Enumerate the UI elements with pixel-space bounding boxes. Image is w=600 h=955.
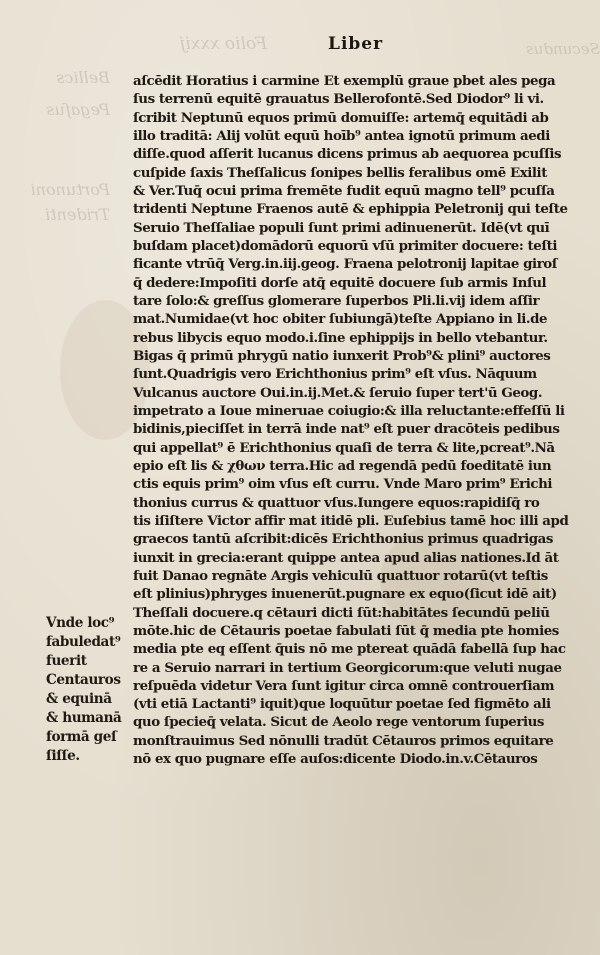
text-line: Bigas q̄ primū phrygū natio iunxerit Prob⁹& plini⁹ auctores (133, 347, 551, 364)
text-line: diſſe.quod aſſerit lucanus dicens primus ab aequorea pcuſſis (133, 146, 562, 163)
text-line: tridenti Neptune Fraenos autē & ephippia Peletronij qui teſte (133, 201, 568, 218)
text-line: Theſſali docuere.q cētauri dicti ſūt:habitātes ſecundū peliū (133, 604, 550, 621)
text-line: ſus terrenū equitē grauatus Bellerofontē.Sed Diodor⁹ li vi. (133, 91, 544, 108)
text-line: reſpuēda videtur Vera ſunt igitur circa omnē controuerſiam (133, 677, 555, 694)
marginal-note-line: & equinā (46, 691, 112, 707)
text-line: mōte.hic de Cētauris poetae fabulati ſūt q̄ media pte homies (133, 622, 559, 639)
marginal-note-line: fuerit (46, 653, 87, 669)
text-line: graecos tantū aſcribit:dicēs Erichthonius primus quadrigas (133, 531, 553, 548)
marginal-note-line: Vnde loc⁹ (46, 615, 115, 631)
text-line: rebus libycis equo modo.i.ſine ephippijs in bello vtebantur. (133, 329, 548, 346)
text-line: ficante vtrūq̄ Verg.in.iij.geog. Fraena pelotronij lapitae giroſ (133, 256, 558, 273)
show-through-top: Folio xxxij (180, 34, 268, 54)
text-line: aſcēdit Horatius i carmine Et exemplū graue pbet ales pega (133, 73, 556, 89)
marginal-note (46, 614, 132, 766)
text-line: Vulcanus auctore Oui.in.ij.Met.& ſeruio ſuper tert'ū Geog. (133, 384, 543, 401)
text-line: fuit Danao regnāte Argis vehiculū quattuor rotarū(vt teſtis (133, 567, 548, 584)
text-line: bidinis,pieciſſet in terrā inde nat⁹ eſt puer dracōteis pedibus (133, 421, 560, 438)
text-line: thonius currus & quattuor vſus.Iungere equos:rapidiſq̄ ro (133, 494, 540, 511)
text-line: & Ver.Tuq̄ ocui prima fremēte fudit equū magno tell⁹ pcuſſa (133, 182, 555, 199)
text-line: buſdam placet)domādorū equorū vſū primiter docuere: teſti (133, 237, 558, 254)
text-line: tare ſolo:& greſſus glomerare ſuperbos Pli.li.vij idem aſſir (133, 292, 540, 309)
text-line: illo traditā: Alij volūt equū hoīb⁹ antea ignotū primum aedi (133, 127, 550, 144)
text-line: re a Seruio narrari in tertium Georgicorum:que veluti nugae (133, 659, 562, 676)
text-line: Seruio Theſſaliae populi ſunt primi adinuenerūt. Idē(vt quī (133, 219, 550, 236)
marginal-note-line: ſiſſe. (46, 748, 80, 764)
show-through-left: Bellics (56, 68, 110, 87)
text-line: nō ex quo pugnare eſſe auſos:dicente Diodo.in.v.Cētauros (133, 751, 538, 768)
text-line: monſtrauimus Sed nōnulli tradūt Cētauros primos equitare (133, 732, 554, 749)
marginal-note-line: fabuledat⁹ (46, 634, 121, 650)
text-line: eſt plinius)phryges inuenerūt.pugnare ex equo(ſicut idē ait) (133, 586, 557, 603)
text-line: (vti etiā Lactanti⁹ iquit)que loquūtur poetae ſed figmēto ali (133, 696, 551, 713)
text-line: epio eſt lis & χθων terra.Hic ad regendā pedū foeditatē iun (133, 457, 552, 474)
show-through-left: Tridenti (45, 205, 110, 224)
text-line: qui appellat⁹ ē Erichthonius quaſi de terra & lite,pcreat⁹.Nā (133, 439, 555, 456)
text-line: impetrato a Ioue mineruae coiugio:& illa reluctante:effeſſū li (133, 402, 565, 419)
marginal-note-line: Centauros (46, 672, 121, 688)
marginal-note-line: formā geſ (46, 729, 117, 745)
text-line: media pte eq eſſent q̄uis nō me ptereat quādā fabellā ſup hac (133, 641, 566, 658)
show-through-left: Pegaſus (46, 100, 110, 119)
text-line: mat.Numidae(vt hoc obiter ſubiungā)teſte Appiano in li.de (133, 311, 548, 328)
show-through-left: Portunoni (30, 180, 110, 199)
text-line: quo ſpecieq̄ velata. Sicut de Aeolo rege ventorum ſuperius (133, 714, 544, 731)
text-line: ctis equis prim⁹ oim vſus eſt curru. Vnde Maro prim⁹ Erichi (133, 476, 553, 493)
text-line: iunxit in grecia:erant quippe antea apud alias nationes.Id āt (133, 549, 559, 566)
text-line: q̄ dedere:Impoſiti dorſe atq̄ equitē docuere ſub armis Inſul (133, 274, 547, 291)
show-through-right: Secundus (526, 40, 600, 58)
text-line: tis iſiſtere Victor affir mat itidē pli. Euſebius tamē hoc illi apd (133, 512, 569, 529)
main-text-block (133, 72, 571, 768)
marginal-note-line: & humanā (46, 710, 122, 726)
text-line: ſunt.Quadrigis vero Erichthonius prim⁹ eſt vſus. Nāquum (133, 366, 537, 383)
running-head: Liber (328, 34, 384, 54)
text-line: ſcribit Neptunū equos primū domuiſſe: artemq̄ equitādi ab (133, 109, 549, 126)
text-line: cuſpide ſaxis Theſſalicus ſonipes bellis feralibus omē Exilit (133, 164, 547, 181)
